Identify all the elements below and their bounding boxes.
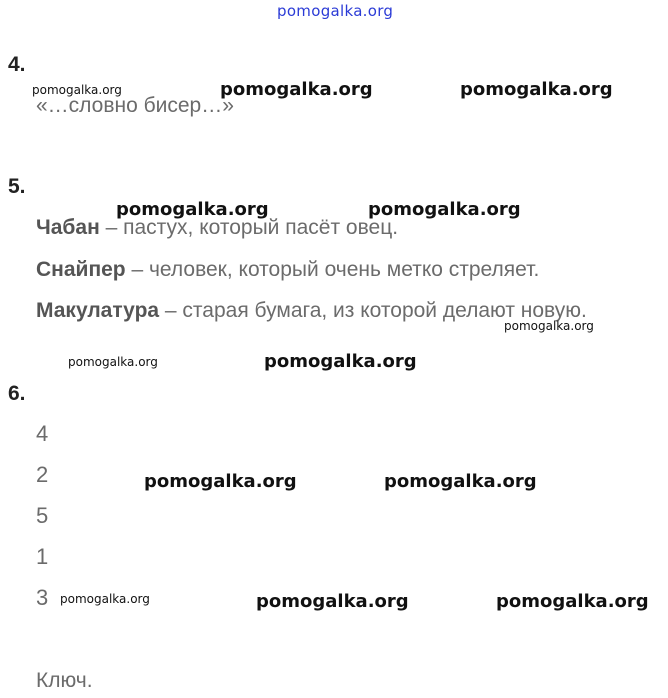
watermark: pomogalka.org [116, 199, 269, 220]
task-4-answer: «…словно бисер…» [36, 94, 234, 117]
sequence-item: 4 [36, 421, 49, 446]
task-6-answer: Ключ. [36, 669, 93, 692]
task-number-4: 4. [8, 53, 26, 76]
definition-3 [36, 300, 587, 321]
watermark: pomogalka.org [368, 199, 521, 220]
sequence-item: 2 [36, 462, 49, 487]
watermark: pomogalka.org [264, 351, 417, 372]
watermark: pomogalka.org [60, 592, 150, 606]
task-number-6: 6. [8, 382, 26, 405]
watermark: pomogalka.org [496, 591, 649, 612]
sequence-item: 3 [36, 585, 49, 610]
definition-term: Макулатура [36, 299, 160, 322]
watermark: pomogalka.org [32, 83, 122, 97]
definition-1 [36, 217, 398, 238]
sequence-item: 1 [36, 544, 49, 569]
watermark: pomogalka.org [220, 79, 373, 100]
watermark: pomogalka.org [460, 79, 613, 100]
definition-term: Снайпер [36, 258, 126, 281]
definition-text: – старая бумага, из которой делают новую. [159, 299, 587, 322]
sequence-item: 5 [36, 503, 49, 528]
definition-term: Чабан [36, 216, 100, 239]
watermark: pomogalka.org [68, 355, 158, 369]
definition-text: – пастух, который пасёт овец. [99, 216, 399, 239]
watermark: pomogalka.org [504, 319, 594, 333]
definition-text: – человек, который очень метко стреляет. [125, 258, 540, 281]
watermark: pomogalka.org [384, 471, 537, 492]
watermark: pomogalka.org [144, 471, 297, 492]
site-header: pomogalka.org [277, 2, 394, 20]
task-number-5: 5. [8, 175, 26, 198]
watermark: pomogalka.org [256, 591, 409, 612]
definition-2 [36, 259, 539, 280]
